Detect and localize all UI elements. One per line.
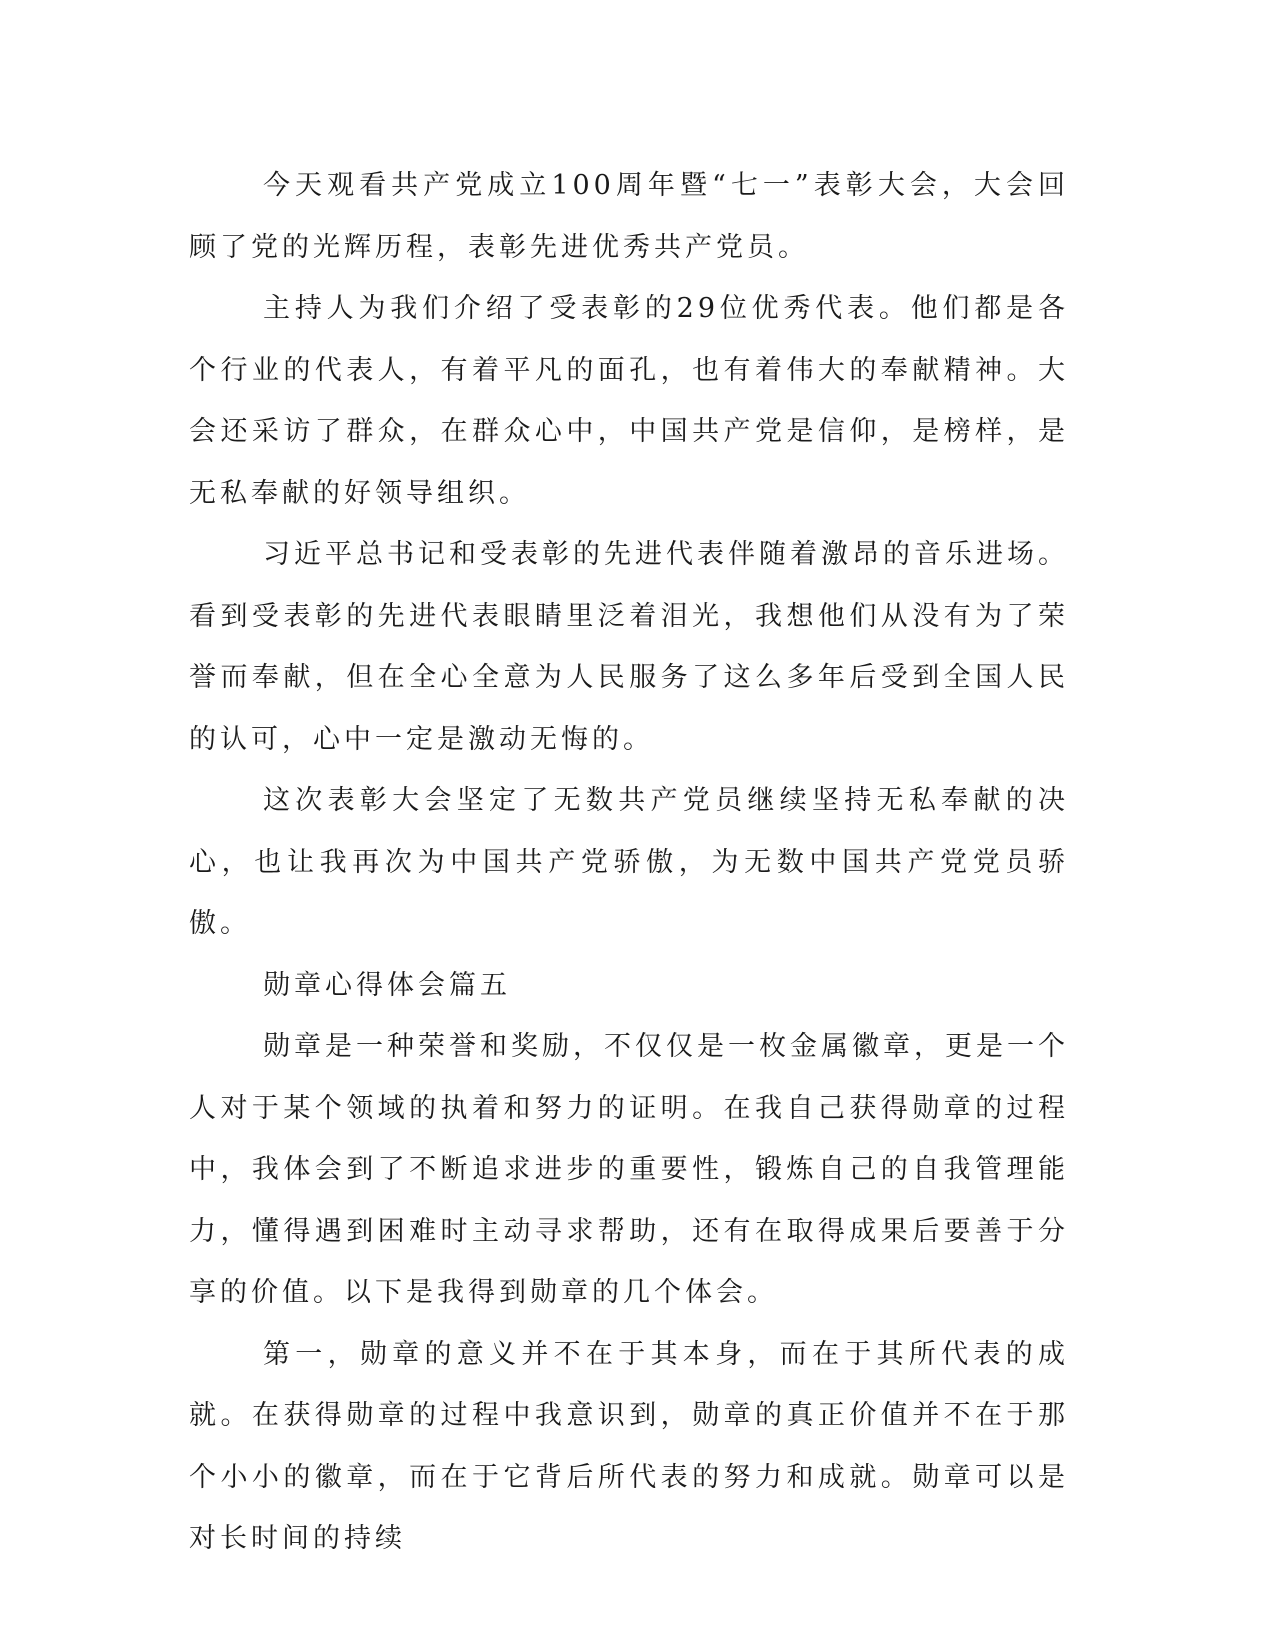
document-body xyxy=(189,155,1069,1570)
paragraph-first-insight: 第一，勋章的意义并不在于其本身，而在于其所代表的成就。在获得勋章的过程中我意识到，勋章的真正价值并不在于那个小小的徽章，而在于它背后所代表的努力和成就。勋章可以是对长时间的持续 xyxy=(189,1338,1069,1554)
paragraph-medal-meaning: 勋章是一种荣誉和奖励，不仅仅是一枚金属徽章，更是一个人对于某个领域的执着和努力的证明。在我自己获得勋章的过程中，我体会到了不断追求进步的重要性，锻炼自己的自我管理能力，懂得遇到困难时主动寻求帮助，还有在取得成果后要善于分享的价值。以下是我得到勋章的几个体会。 xyxy=(189,1031,1069,1308)
section-heading-medal-part-five: 勋章心得体会篇五 xyxy=(263,969,511,1001)
paragraph-conference-resolve: 这次表彰大会坚定了无数共产党员继续坚持无私奉献的决心，也让我再次为中国共产党骄傲，为无数中国共产党党员骄傲。 xyxy=(189,785,1069,939)
paragraph-host-introduction: 主持人为我们介绍了受表彰的29位优秀代表。他们都是各个行业的代表人，有着平凡的面孔，也有着伟大的奉献精神。大会还采访了群众，在群众心中，中国共产党是信仰，是榜样，是无私奉献的好领导组织。 xyxy=(189,293,1069,509)
paragraph-xi-entrance: 习近平总书记和受表彰的先进代表伴随着激昂的音乐进场。看到受表彰的先进代表眼睛里泛着泪光，我想他们从没有为了荣誉而奉献，但在全心全意为人民服务了这么多年后受到全国人民的认可，心中一定是激动无悔的。 xyxy=(189,539,1069,755)
paragraph-party-centenary: 今天观看共产党成立100周年暨“七一”表彰大会，大会回顾了党的光辉历程，表彰先进优秀共产党员。 xyxy=(189,170,1069,263)
